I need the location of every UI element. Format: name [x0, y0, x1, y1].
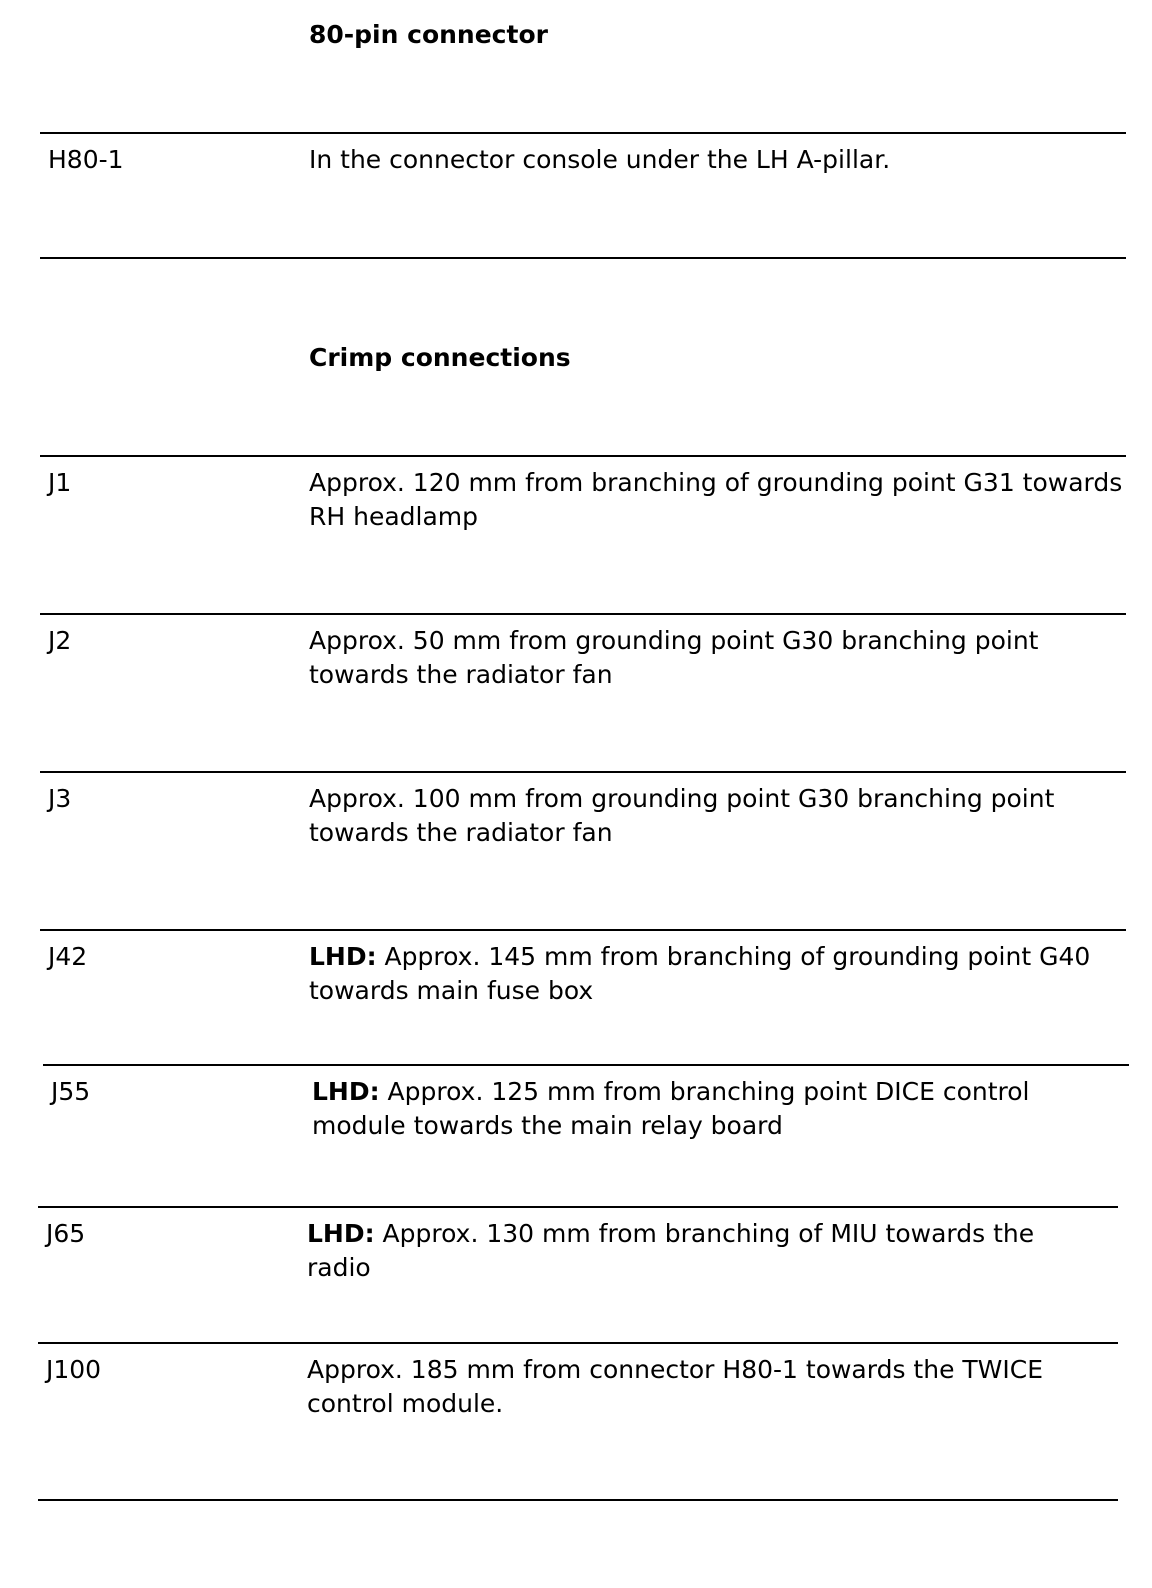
- row-description-text: Approx. 130 mm from branching of MIU towards the radio: [307, 1219, 1035, 1282]
- row-code-j1: J1: [48, 468, 72, 497]
- row-description-j65: [307, 1217, 1087, 1285]
- row-description-j55: [312, 1075, 1127, 1143]
- row-description-text: Approx. 185 mm from connector H80-1 towards the TWICE control module.: [307, 1355, 1044, 1418]
- table-rule: [40, 455, 1126, 457]
- row-code-j100: J100: [46, 1355, 102, 1384]
- row-code-j55: J55: [51, 1077, 91, 1106]
- row-description-prefix: LHD:: [309, 942, 377, 971]
- row-description-j42: [309, 940, 1124, 1008]
- row-description-text: Approx. 145 mm from branching of grounding point G40 towards main fuse box: [309, 942, 1091, 1005]
- row-code-j42: J42: [48, 942, 88, 971]
- row-description-text: Approx. 125 mm from branching point DICE control module towards the main relay board: [312, 1077, 1030, 1140]
- section-title-80-pin-connector: 80-pin connector: [309, 20, 548, 49]
- table-rule: [40, 257, 1126, 259]
- row-code-h80-1: H80-1: [48, 145, 124, 174]
- row-description-h80-1: [309, 143, 1124, 177]
- table-rule: [40, 132, 1126, 134]
- table-rule: [38, 1206, 1118, 1208]
- table-rule: [40, 613, 1126, 615]
- row-description-j2: [309, 624, 1124, 692]
- row-description-j1: [309, 466, 1124, 534]
- row-code-j3: J3: [48, 784, 72, 813]
- table-rule: [40, 771, 1126, 773]
- table-rule: [38, 1499, 1118, 1501]
- section-title-crimp-connections: Crimp connections: [309, 343, 571, 372]
- row-description-text: Approx. 50 mm from grounding point G30 branching point towards the radiator fan: [309, 626, 1039, 689]
- row-description-text: Approx. 100 mm from grounding point G30 branching point towards the radiator fan: [309, 784, 1055, 847]
- row-description-j100: [307, 1353, 1087, 1421]
- row-description-prefix: LHD:: [312, 1077, 380, 1106]
- row-description-text: In the connector console under the LH A-pillar.: [309, 145, 891, 174]
- row-description-prefix: LHD:: [307, 1219, 375, 1248]
- row-description-j3: [309, 782, 1124, 850]
- row-code-j2: J2: [48, 626, 72, 655]
- table-rule: [40, 929, 1126, 931]
- row-description-text: Approx. 120 mm from branching of grounding point G31 towards RH headlamp: [309, 468, 1123, 531]
- table-rule: [38, 1342, 1118, 1344]
- row-code-j65: J65: [46, 1219, 86, 1248]
- table-rule: [43, 1064, 1129, 1066]
